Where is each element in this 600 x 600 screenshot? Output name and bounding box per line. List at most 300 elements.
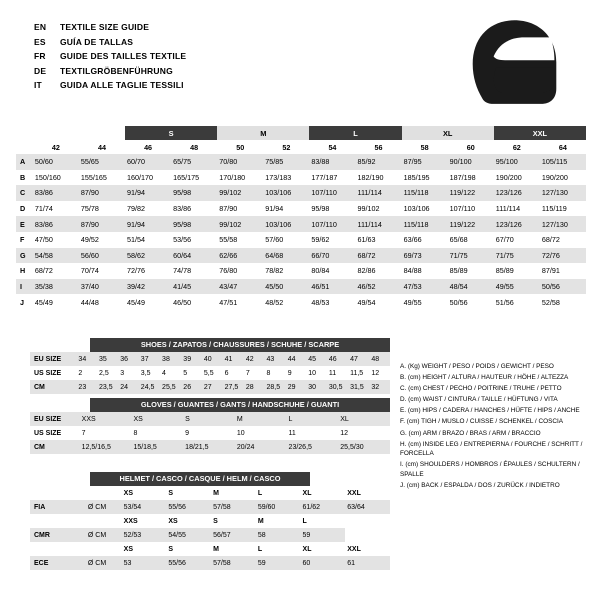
helmet-size-value: 59 bbox=[257, 559, 266, 567]
measure-value: 70/74 bbox=[80, 266, 99, 276]
size-value: 12 bbox=[340, 429, 349, 437]
measure-value: 91/94 bbox=[127, 188, 146, 198]
size-value: 44 bbox=[287, 355, 296, 363]
number-spacer bbox=[16, 140, 33, 154]
language-title: TEXTILE SIZE GUIDE bbox=[60, 22, 150, 32]
size-value: 36 bbox=[120, 355, 129, 363]
measure-value: 84/88 bbox=[403, 266, 422, 276]
measure-value: 90/100 bbox=[449, 157, 472, 167]
size-value: 43 bbox=[266, 355, 275, 363]
measure-value: 66/70 bbox=[311, 250, 330, 260]
size-band: L bbox=[309, 126, 401, 140]
measure-value: 95/98 bbox=[311, 204, 330, 214]
measure-label: B bbox=[20, 172, 26, 182]
measure-value: 190/200 bbox=[541, 172, 568, 182]
measure-value: 48/52 bbox=[265, 297, 284, 307]
size-value: XS bbox=[133, 415, 143, 423]
main-size-table bbox=[16, 126, 586, 310]
helmet-size-header: XS bbox=[123, 489, 133, 497]
measure-value: 107/110 bbox=[449, 204, 476, 214]
size-number: 54 bbox=[328, 142, 337, 152]
measure-value: 85/89 bbox=[449, 266, 468, 276]
size-value: 3,5 bbox=[140, 369, 151, 377]
size-value: 23/26,5 bbox=[288, 443, 312, 451]
measure-value: 95/98 bbox=[173, 219, 192, 229]
size-band-row bbox=[16, 126, 586, 140]
measure-value: 170/180 bbox=[219, 172, 246, 182]
helmet-size-value: 52/53 bbox=[123, 531, 142, 539]
measure-value: 111/114 bbox=[495, 204, 521, 214]
size-value: 4 bbox=[162, 369, 166, 377]
helmet-size-header: XL bbox=[302, 489, 312, 497]
measure-value: 50/60 bbox=[34, 157, 53, 167]
measure-value: 71/75 bbox=[449, 250, 468, 260]
language-row bbox=[34, 51, 186, 61]
measure-value: 53/56 bbox=[173, 235, 192, 245]
measure-value: 103/106 bbox=[265, 188, 292, 198]
helmet-size-header: S bbox=[168, 545, 174, 553]
helmet-size-header: XXL bbox=[347, 545, 361, 553]
helmet-size-header: XS bbox=[123, 545, 133, 553]
measure-value: 45/49 bbox=[127, 297, 146, 307]
row-label: EU SIZE bbox=[34, 415, 62, 423]
row-label: CM bbox=[34, 383, 45, 391]
legend-item: E. (cm) HIPS / CADERA / HANCHES / HÜFTE / HIPS / ANCHE bbox=[400, 407, 580, 415]
measure-value: 67/70 bbox=[495, 235, 514, 245]
size-value: 42 bbox=[245, 355, 254, 363]
size-value: 15/18,5 bbox=[133, 443, 157, 451]
size-value: 30,5 bbox=[328, 383, 343, 391]
measure-value: 107/110 bbox=[311, 219, 337, 229]
helmet-header-row bbox=[30, 542, 390, 556]
language-code: FR bbox=[34, 51, 46, 61]
measure-value: 49/55 bbox=[495, 282, 514, 292]
measure-value: 62/66 bbox=[219, 250, 238, 260]
measure-value: 165/175 bbox=[173, 172, 200, 182]
measure-value: 72/76 bbox=[541, 250, 560, 260]
measure-value: 83/88 bbox=[311, 157, 330, 167]
size-value: 40 bbox=[203, 355, 212, 363]
measure-value: 91/94 bbox=[265, 204, 284, 214]
measure-value: 52/58 bbox=[541, 297, 560, 307]
measure-value: 82/86 bbox=[357, 266, 376, 276]
table-row bbox=[16, 248, 586, 264]
measure-value: 39/42 bbox=[127, 282, 146, 292]
measure-value: 115/118 bbox=[403, 188, 429, 198]
helmet-size-value: 54/55 bbox=[168, 531, 186, 539]
legend-item: F. (cm) TIGH / MUSLO / CUISSE / SCHENKEL / COSCIA bbox=[400, 418, 563, 426]
size-value: M bbox=[236, 415, 243, 423]
helmet-certification: FIA bbox=[34, 503, 46, 511]
helmet-certification: ECE bbox=[34, 559, 49, 567]
size-value: 5 bbox=[183, 369, 188, 377]
measure-value: 63/66 bbox=[403, 235, 422, 245]
measure-value: 65/75 bbox=[173, 157, 192, 167]
size-number: 64 bbox=[558, 142, 567, 152]
helmet-size-header: S bbox=[213, 517, 218, 525]
helmet-size-value: 55/56 bbox=[168, 503, 186, 511]
measure-value: 58/62 bbox=[127, 250, 146, 260]
size-value: 12 bbox=[371, 369, 380, 377]
size-value: 11 bbox=[288, 429, 296, 437]
size-value: 3 bbox=[120, 369, 125, 377]
size-band: XL bbox=[402, 126, 494, 140]
size-value: 31,5 bbox=[350, 383, 364, 391]
measure-value: 123/126 bbox=[495, 188, 522, 198]
size-value: 25,5/30 bbox=[340, 443, 364, 451]
measure-value: 46/51 bbox=[311, 282, 330, 292]
measure-value: 60/70 bbox=[127, 157, 146, 167]
row-label: EU SIZE bbox=[34, 355, 62, 363]
table-row bbox=[16, 279, 586, 295]
measure-value: 107/110 bbox=[311, 188, 337, 198]
helmet-size-value: 56/57 bbox=[213, 531, 231, 539]
measure-value: 91/94 bbox=[127, 219, 146, 229]
size-value: 27,5 bbox=[224, 383, 239, 391]
band-spacer bbox=[16, 126, 33, 140]
shoes-title: SHOES / ZAPATOS / CHAUSSURES / SCHUHE / SCARPE bbox=[90, 338, 390, 352]
size-value: 9 bbox=[185, 429, 190, 437]
legend-item: D. (cm) WAIST / CINTURA / TAILLE / HÜFTUNG / VITA bbox=[400, 396, 558, 404]
gloves-section bbox=[90, 398, 390, 412]
helmet-size-value: 59 bbox=[302, 531, 311, 539]
measure-value: 127/130 bbox=[541, 188, 568, 198]
helmet-size-header: M bbox=[257, 517, 264, 525]
helmet-header-row bbox=[30, 514, 390, 528]
helmet-header-row bbox=[30, 486, 390, 500]
legend-item: A. (Kg) WEIGHT / PESO / POIDS / GEWICHT / PESO bbox=[400, 363, 554, 370]
language-code: IT bbox=[34, 80, 42, 90]
size-band: XXL bbox=[494, 126, 586, 140]
size-band: M bbox=[217, 126, 309, 140]
helmet-size-value: 58 bbox=[257, 531, 266, 539]
size-value: 5,5 bbox=[203, 369, 214, 377]
size-value: 9 bbox=[287, 369, 292, 377]
legend-item: J. (cm) BACK / ESPALDA / DOS / ZURÜCK / INDIETRO bbox=[400, 482, 560, 490]
table-row bbox=[16, 216, 586, 232]
legend-item: B. (cm) HEIGHT / ALTURA / HAUTEUR / HÖHE / ALTEZZA bbox=[400, 374, 569, 382]
size-value: 37 bbox=[140, 355, 149, 363]
table-row bbox=[16, 185, 586, 201]
size-value: 20/24 bbox=[236, 443, 255, 451]
measure-label: J bbox=[20, 297, 24, 307]
measure-value: 155/165 bbox=[80, 172, 107, 182]
helmet-title: HELMET / CASCO / CASQUE / HELM / CASCO bbox=[90, 472, 310, 486]
legend-item: H. (cm) INSIDE LEG / ENTREPIERNA / FOURCHE / SCHRITT / FORCELLA bbox=[400, 440, 583, 458]
measure-value: 80/84 bbox=[311, 266, 330, 276]
helmet-size-header: XS bbox=[168, 517, 178, 525]
measure-value: 57/60 bbox=[265, 235, 284, 245]
size-value: 7 bbox=[245, 369, 250, 377]
table-row bbox=[16, 294, 586, 310]
measure-label: D bbox=[20, 204, 26, 214]
measure-value: 41/45 bbox=[173, 282, 192, 292]
size-value: 6 bbox=[224, 369, 229, 377]
size-value: 2,5 bbox=[98, 369, 109, 377]
measure-value: 76/80 bbox=[219, 266, 238, 276]
helmet-size-value: 63/64 bbox=[347, 503, 365, 511]
helmet-size-header: S bbox=[168, 489, 174, 497]
language-list bbox=[34, 22, 186, 95]
size-value: 10 bbox=[236, 429, 245, 437]
size-number: 44 bbox=[97, 142, 106, 152]
size-value: 30 bbox=[308, 383, 317, 391]
size-number: 48 bbox=[190, 142, 199, 152]
language-row bbox=[34, 80, 186, 90]
size-value: 7 bbox=[81, 429, 86, 437]
measure-value: 59/62 bbox=[311, 235, 330, 245]
helmet-blank bbox=[86, 514, 122, 528]
measure-value: 37/40 bbox=[80, 282, 99, 292]
measure-label: I bbox=[20, 282, 22, 292]
measure-value: 44/48 bbox=[80, 297, 99, 307]
measure-value: 64/68 bbox=[265, 250, 284, 260]
row-label: US SIZE bbox=[34, 369, 62, 377]
size-value: 28 bbox=[245, 383, 254, 391]
measure-label: G bbox=[20, 250, 26, 260]
measure-value: 83/86 bbox=[173, 204, 192, 214]
measure-value: 185/195 bbox=[403, 172, 430, 182]
row-label: CM bbox=[34, 443, 45, 451]
size-value: 41 bbox=[224, 355, 233, 363]
table-row bbox=[30, 412, 390, 426]
size-value: 46 bbox=[328, 355, 337, 363]
helmet-size-header: M bbox=[213, 545, 219, 553]
size-value: 24,5 bbox=[140, 383, 155, 391]
measure-value: 49/54 bbox=[357, 297, 376, 307]
size-value: XL bbox=[340, 415, 349, 423]
measure-value: 111/114 bbox=[357, 219, 382, 229]
language-row bbox=[34, 22, 186, 32]
table-row bbox=[30, 426, 390, 440]
measure-value: 46/52 bbox=[357, 282, 376, 292]
legend-item: G. (cm) ARM / BRAZO / BRAS / ARM / BRACCIO bbox=[400, 429, 541, 437]
helmet-size-header: XXS bbox=[123, 517, 138, 525]
table-row bbox=[30, 352, 390, 366]
size-number: 60 bbox=[466, 142, 475, 152]
size-number: 56 bbox=[374, 142, 383, 152]
language-row bbox=[34, 66, 186, 76]
measure-value: 50/56 bbox=[449, 297, 468, 307]
measurement-legend bbox=[400, 362, 596, 492]
measure-value: 68/72 bbox=[541, 235, 560, 245]
measure-value: 55/58 bbox=[219, 235, 238, 245]
measure-value: 71/74 bbox=[34, 204, 53, 214]
size-value: 23 bbox=[78, 383, 87, 391]
measure-value: 47/53 bbox=[403, 282, 422, 292]
measure-value: 45/50 bbox=[265, 282, 284, 292]
size-value: 45 bbox=[308, 355, 317, 363]
table-row bbox=[16, 154, 586, 170]
measure-value: 65/68 bbox=[449, 235, 468, 245]
measure-value: 173/183 bbox=[265, 172, 292, 182]
measure-value: 87/91 bbox=[541, 266, 560, 276]
measure-value: 115/118 bbox=[403, 219, 429, 229]
measure-value: 49/52 bbox=[80, 235, 99, 245]
measure-value: 56/60 bbox=[80, 250, 99, 260]
size-value: 35 bbox=[98, 355, 107, 363]
table-row bbox=[30, 380, 390, 394]
gloves-title: GLOVES / GUANTES / GANTS / HANDSCHUHE / GUANTI bbox=[90, 398, 390, 412]
language-row bbox=[34, 37, 186, 47]
size-number: 46 bbox=[144, 142, 153, 152]
measure-value: 105/115 bbox=[541, 157, 568, 167]
measure-value: 95/100 bbox=[495, 157, 518, 167]
helmet-size-value: 57/58 bbox=[213, 559, 231, 567]
gloves-table bbox=[30, 412, 390, 454]
size-band: S bbox=[125, 126, 217, 140]
language-title: GUIDA ALLE TAGLIE TESSILI bbox=[60, 80, 184, 90]
helmet-value-row bbox=[30, 528, 390, 542]
size-value: 39 bbox=[183, 355, 192, 363]
measure-value: 61/63 bbox=[357, 235, 376, 245]
measure-value: 87/90 bbox=[80, 188, 99, 198]
table-row bbox=[16, 170, 586, 186]
helmet-certification: CMR bbox=[34, 531, 50, 539]
language-code: DE bbox=[34, 65, 47, 76]
size-value: 28,5 bbox=[266, 383, 281, 391]
helmet-size-header: L bbox=[257, 489, 263, 497]
measure-value: 35/38 bbox=[34, 282, 53, 292]
measure-value: 99/102 bbox=[219, 219, 242, 229]
size-value: 29 bbox=[287, 383, 296, 391]
size-value: 34 bbox=[78, 355, 87, 363]
measure-value: 78/82 bbox=[265, 266, 284, 276]
size-number: 42 bbox=[51, 142, 60, 152]
helmet-unit: Ø CM bbox=[87, 503, 107, 511]
helmet-blank bbox=[86, 542, 122, 556]
size-value: XXS bbox=[81, 415, 96, 423]
table-row bbox=[30, 440, 390, 454]
helmet-size-value: 59/60 bbox=[257, 503, 276, 511]
size-value: 18/21,5 bbox=[185, 443, 209, 451]
measure-label: A bbox=[20, 157, 26, 167]
helmet-size-value: 53 bbox=[123, 559, 132, 567]
size-value: 2 bbox=[78, 369, 83, 377]
measure-value: 103/106 bbox=[265, 219, 292, 229]
measure-value: 119/122 bbox=[449, 188, 476, 198]
measure-value: 103/106 bbox=[403, 204, 430, 214]
legend-item: C. (cm) CHEST / PECHO / POITRINE / TRUHE / PETTO bbox=[400, 385, 562, 393]
measure-value: 74/78 bbox=[173, 266, 192, 276]
measure-value: 83/86 bbox=[34, 219, 53, 229]
language-title: GUÍA DE TALLAS bbox=[60, 36, 134, 47]
helmet-size-value: 53/54 bbox=[123, 503, 142, 511]
size-value: L bbox=[288, 415, 293, 423]
measure-value: 68/72 bbox=[357, 250, 376, 260]
measure-value: 190/200 bbox=[495, 172, 522, 182]
table-row bbox=[16, 263, 586, 279]
measure-value: 95/98 bbox=[173, 188, 192, 198]
measure-label: C bbox=[20, 188, 26, 198]
measure-value: 48/53 bbox=[311, 297, 330, 307]
size-band bbox=[33, 126, 125, 140]
measure-value: 127/130 bbox=[541, 219, 568, 229]
measure-value: 71/75 bbox=[495, 250, 514, 260]
language-title: GUIDE DES TAILLES TEXTILE bbox=[60, 51, 187, 61]
size-number-row bbox=[16, 140, 586, 154]
measure-value: 43/47 bbox=[219, 282, 238, 292]
measure-value: 182/190 bbox=[357, 172, 384, 182]
measure-value: 51/56 bbox=[495, 297, 514, 307]
helmet-size-value: 60 bbox=[302, 559, 311, 567]
size-number: 58 bbox=[420, 142, 429, 152]
helmet-table bbox=[30, 486, 390, 570]
measure-value: 49/55 bbox=[403, 297, 422, 307]
helmet-blank bbox=[30, 542, 86, 556]
shoes-table bbox=[30, 352, 390, 394]
measure-value: 111/114 bbox=[357, 188, 382, 198]
measure-value: 99/102 bbox=[357, 204, 380, 214]
size-value: 24 bbox=[120, 383, 129, 391]
size-value: 47 bbox=[350, 355, 358, 363]
size-value: 11 bbox=[328, 369, 337, 377]
size-value: 48 bbox=[371, 355, 380, 363]
size-number: 50 bbox=[236, 142, 245, 152]
measure-value: 187/198 bbox=[449, 172, 476, 182]
size-number: 62 bbox=[512, 142, 521, 152]
measure-value: 160/170 bbox=[127, 172, 153, 182]
size-value: 11,5 bbox=[350, 369, 364, 377]
measure-value: 75/85 bbox=[265, 157, 284, 167]
size-value: 32 bbox=[371, 383, 380, 391]
measure-value: 150/160 bbox=[34, 172, 61, 182]
measure-value: 99/102 bbox=[219, 188, 242, 198]
helmet-size-header: L bbox=[257, 545, 263, 553]
legend-item: I. (cm) SHOULDERS / HOMBROS / ÉPAULES / SCHULTERN / SPALLE bbox=[400, 461, 580, 478]
measure-value: 119/122 bbox=[449, 219, 476, 229]
measure-value: 60/64 bbox=[173, 250, 192, 260]
language-title: TEXTILGRÖBENFÜHRUNG bbox=[60, 65, 173, 76]
measure-value: 48/54 bbox=[449, 282, 468, 292]
row-label: US SIZE bbox=[34, 429, 62, 437]
language-code: EN bbox=[34, 22, 47, 32]
size-value: 38 bbox=[162, 355, 170, 363]
helmet-blank bbox=[86, 486, 122, 500]
helmet-size-header: L bbox=[302, 517, 307, 525]
measure-value: 70/80 bbox=[219, 157, 238, 167]
measure-value: 47/51 bbox=[219, 297, 238, 307]
size-value: 12,5/16,5 bbox=[81, 443, 111, 451]
helmet-value-row bbox=[30, 556, 390, 570]
measure-label: H bbox=[20, 266, 26, 276]
size-value: 25,5 bbox=[162, 383, 176, 391]
measure-value: 87/90 bbox=[219, 204, 238, 214]
table-row bbox=[16, 232, 586, 248]
size-value: 8 bbox=[266, 369, 271, 377]
size-value: 10 bbox=[308, 369, 317, 377]
measure-value: 85/89 bbox=[495, 266, 514, 276]
measure-value: 123/126 bbox=[495, 219, 522, 229]
measure-value: 85/92 bbox=[357, 157, 376, 167]
size-value: S bbox=[185, 415, 190, 423]
measure-value: 83/86 bbox=[34, 188, 53, 198]
measure-value: 47/50 bbox=[34, 235, 53, 245]
measure-value: 55/65 bbox=[80, 157, 99, 167]
measure-value: 50/56 bbox=[541, 282, 560, 292]
measure-value: 51/54 bbox=[127, 235, 146, 245]
helmet-section bbox=[90, 472, 310, 486]
measure-value: 68/72 bbox=[34, 266, 53, 276]
helmet-size-value: 61/62 bbox=[302, 503, 321, 511]
measure-label: E bbox=[20, 219, 25, 229]
measure-value: 69/73 bbox=[403, 250, 422, 260]
helmet-icon bbox=[467, 18, 562, 110]
measure-value: 177/187 bbox=[311, 172, 338, 182]
helmet-blank bbox=[30, 486, 86, 500]
helmet-blank bbox=[30, 514, 86, 528]
shoes-section bbox=[90, 338, 390, 352]
